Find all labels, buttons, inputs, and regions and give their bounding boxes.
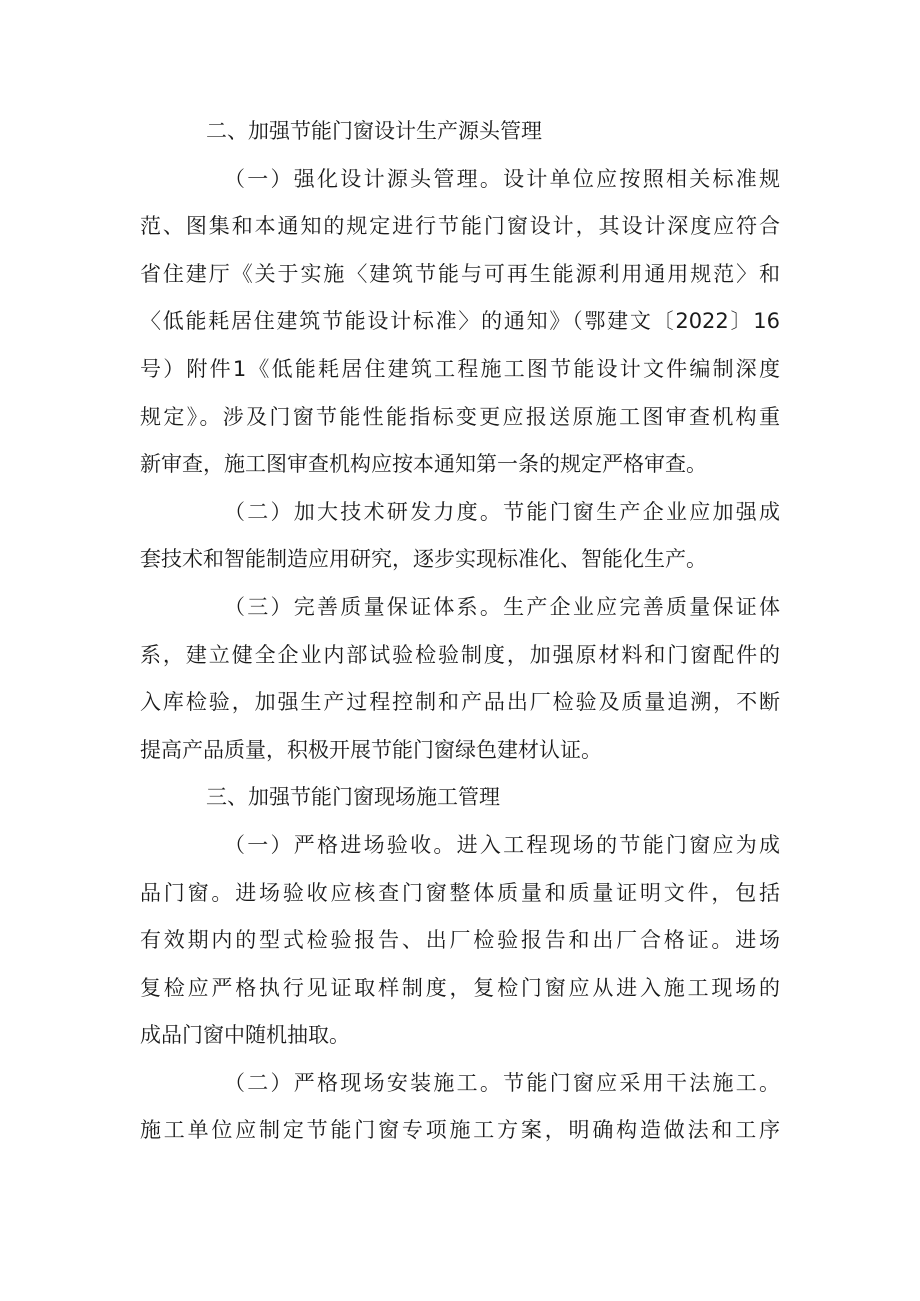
- paragraph-line: 提高产品质量，积极开展节能门窗绿色建材认证。: [140, 737, 602, 762]
- paragraph-line: 省住建厅《关于实施〈建筑节能与可再生能源利用通用规范〉和: [140, 261, 780, 286]
- section-heading: 二、加强节能门窗设计生产源头管理: [206, 119, 542, 143]
- paragraph-line: 规定》。涉及门窗节能性能指标变更应报送原施工图审查机构重: [140, 404, 780, 429]
- paragraph-line: 有效期内的型式检验报告、出厂检验报告和出厂合格证。进场: [140, 928, 780, 953]
- paragraph-line: 系，建立健全企业内部试验检验制度，加强原材料和门窗配件的: [140, 642, 780, 667]
- paragraph-line: 施工单位应制定节能门窗专项施工方案，明确构造做法和工序: [140, 1118, 780, 1143]
- paragraph-line: （二）加大技术研发力度。节能门窗生产企业应加强成: [224, 499, 780, 524]
- paragraph-line: 号）附件1《低能耗居住建筑工程施工图节能设计文件编制深度: [140, 356, 780, 381]
- paragraph-line: 入库检验，加强生产过程控制和产品出厂检验及质量追溯，不断: [140, 690, 780, 715]
- section-heading: 三、加强节能门窗现场施工管理: [206, 785, 500, 810]
- paragraph-line: 品门窗。进场验收应核查门窗整体质量和质量证明文件，包括: [140, 880, 780, 905]
- paragraph-line: （一）强化设计源头管理。设计单位应按照相关标准规: [224, 166, 780, 191]
- paragraph-line: 套技术和智能制造应用研究，逐步实现标准化、智能化生产。: [140, 547, 707, 572]
- paragraph-line: 复检应严格执行见证取样制度，复检门窗应从进入施工现场的: [140, 975, 780, 1000]
- paragraph-line: 范、图集和本通知的规定进行节能门窗设计，其设计深度应符合: [140, 214, 780, 239]
- paragraph-line: （三）完善质量保证体系。生产企业应完善质量保证体: [224, 594, 780, 619]
- body-text: [140, 108, 780, 1155]
- paragraph-line: 成品门窗中随机抽取。: [140, 1023, 350, 1048]
- paragraph-line: （一）严格进场验收。进入工程现场的节能门窗应为成: [224, 832, 780, 857]
- paragraph-line: （二）严格现场安装施工。节能门窗应采用干法施工。: [224, 1070, 780, 1095]
- paragraph-line: 〈低能耗居住建筑节能设计标准〉的通知》（鄂建文〔2022〕16: [140, 309, 780, 334]
- paragraph-line: 新审查，施工图审查机构应按本通知第一条的规定严格审查。: [140, 452, 707, 477]
